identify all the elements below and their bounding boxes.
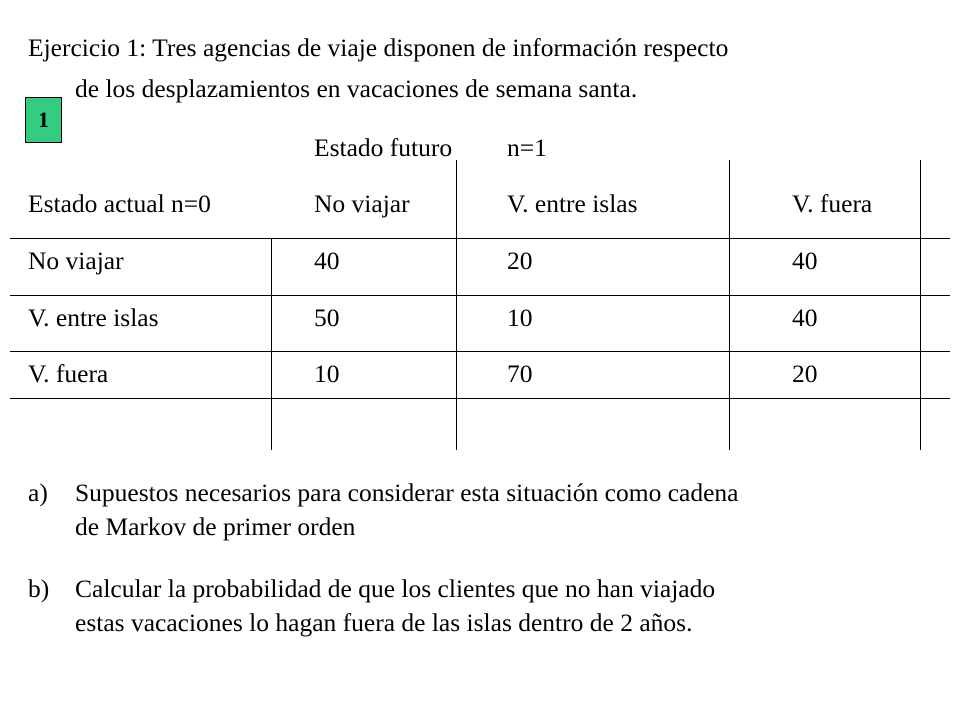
table-row-divider [10,238,950,239]
question-a-line-1: Supuestos necesarios para considerar esta situación como cadena [75,478,739,507]
table-cell: 50 [314,303,340,332]
table-row-divider [10,351,950,352]
column-header-no-viajar: No viajar [314,189,410,218]
table-row-divider [10,295,950,296]
table-cell: 70 [507,359,533,388]
question-b-line-1: Calcular la probabilidad de que los clientes que no han viajado [75,574,716,603]
question-a-line-2: de Markov de primer orden [75,512,356,541]
column-header-entre-islas: V. entre islas [507,189,638,218]
exercise-title-line-1: Ejercicio 1: Tres agencias de viaje disponen de información respecto [28,33,729,62]
table-column-divider [729,160,730,450]
table-cell: 10 [507,303,533,332]
current-state-label: Estado actual n=0 [28,189,211,218]
question-b-line-2: estas vacaciones lo hagan fuera de las islas dentro de 2 años. [75,608,693,637]
column-header-fuera: V. fuera [792,189,873,218]
future-state-label: Estado futuro [314,133,453,162]
table-cell: 40 [792,303,818,332]
question-a-marker: a) [28,478,48,507]
row-label-fuera: V. fuera [28,359,109,388]
table-cell: 40 [314,246,340,275]
future-state-n: n=1 [507,133,547,162]
table-column-divider [920,160,921,450]
exercise-title-line-2: de los desplazamientos en vacaciones de semana santa. [75,74,638,103]
question-b-marker: b) [28,574,50,603]
row-label-entre-islas: V. entre islas [28,303,159,332]
table-row-divider [10,398,950,399]
table-cell: 20 [507,246,533,275]
table-cell: 20 [792,359,818,388]
slide-number-badge: 1 [25,97,62,143]
table-cell: 40 [792,246,818,275]
question-b-text [75,572,905,640]
table-column-divider [271,238,272,450]
table-column-divider [456,160,457,450]
question-a-text [75,476,905,544]
table-cell: 10 [314,359,340,388]
row-label-no-viajar: No viajar [28,246,124,275]
